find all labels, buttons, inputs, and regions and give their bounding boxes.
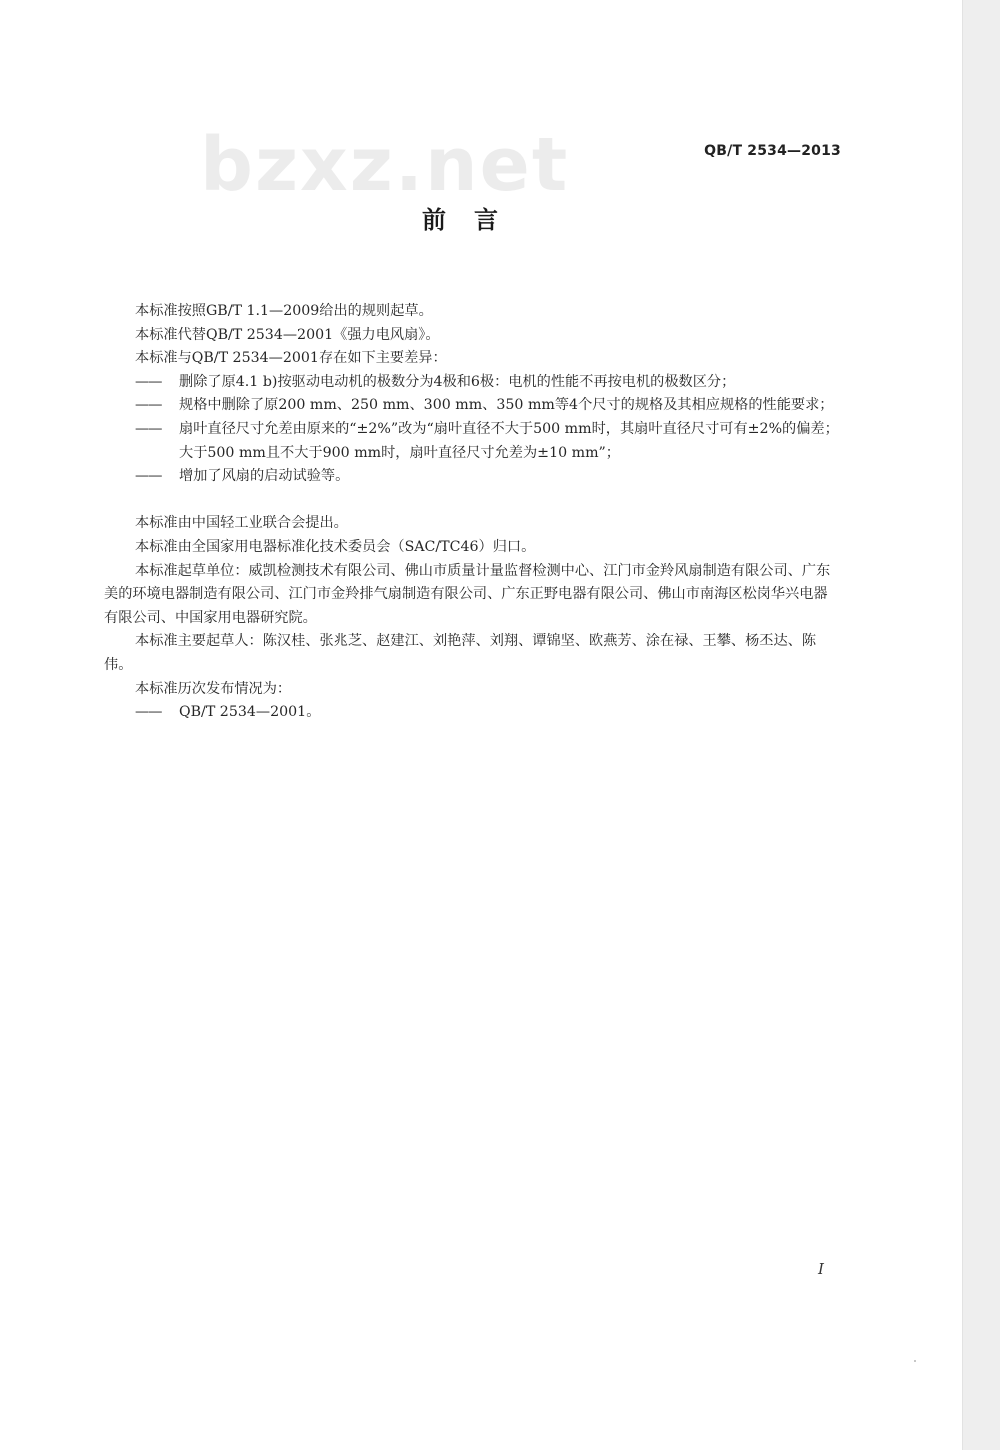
paragraph-differences-intro: 本标准与QB/T 2534—2001存在如下主要差异： bbox=[135, 350, 447, 367]
foreword-body bbox=[104, 300, 841, 725]
paragraph-centralized-by: 本标准由全国家用电器标准化技术委员会（SAC/TC46）归口。 bbox=[135, 538, 536, 555]
page-title: 前言 bbox=[422, 205, 526, 234]
document-code: QB/T 2534—2013 bbox=[704, 143, 841, 159]
list-item bbox=[104, 394, 841, 418]
paragraph-replaces: 本标准代替QB/T 2534—2001《强力电风扇》。 bbox=[135, 326, 440, 343]
paragraph-spacer bbox=[104, 489, 841, 513]
list-item bbox=[104, 371, 841, 395]
page-number: I bbox=[818, 1260, 824, 1278]
list-item bbox=[104, 701, 841, 725]
scan-speck bbox=[914, 1360, 916, 1362]
list-item-text: QB/T 2534—2001。 bbox=[179, 704, 321, 721]
viewer-side-rail bbox=[962, 0, 1000, 1450]
list-item bbox=[104, 465, 841, 489]
dash-marker: —— bbox=[135, 397, 162, 414]
paragraph-drafters: 本标准主要起草人：陈汉桂、张兆芝、赵建江、刘艳萍、刘翔、谭锦坚、欧燕芳、涂在禄、王攀、杨丕达、陈伟。 bbox=[104, 633, 817, 673]
paragraph-history-intro: 本标准历次发布情况为： bbox=[135, 680, 292, 697]
paragraph-proposed-by: 本标准由中国轻工业联合会提出。 bbox=[135, 515, 348, 532]
list-item bbox=[104, 418, 841, 465]
list-item-text: 删除了原4.1 b)按驱动电动机的极数分为4极和6极：电机的性能不再按电机的极数区分； bbox=[179, 373, 736, 390]
list-item-text: 增加了风扇的启动试验等。 bbox=[179, 468, 350, 485]
paragraph-drafting-units: 本标准起草单位：威凯检测技术有限公司、佛山市质量计量监督检测中心、江门市金羚风扇制造有限公司、广东美的环境电器制造有限公司、江门市金羚排气扇制造有限公司、广东正野电器有限公司、佛山市南海区松岗华兴电器有限公司、中国家用电器研究院。 bbox=[104, 562, 831, 626]
dash-marker: —— bbox=[135, 373, 162, 390]
dash-marker: —— bbox=[135, 468, 162, 485]
dash-marker: —— bbox=[135, 704, 162, 721]
list-item-text: 规格中删除了原200 mm、250 mm、300 mm、350 mm等4个尺寸的规格及其相应规格的性能要求； bbox=[179, 397, 834, 414]
paragraph-drafting-rules: 本标准按照GB/T 1.1—2009给出的规则起草。 bbox=[135, 303, 433, 319]
watermark: bzxz.net bbox=[200, 122, 570, 208]
list-item-text: 扇叶直径尺寸允差由原来的“±2%”改为“扇叶直径不大于500 mm时，其扇叶直径尺寸可有±2%的偏差；大于500 mm且不大于900 mm时，扇叶直径尺寸允差为±10 mm”； bbox=[179, 420, 839, 461]
dash-marker: —— bbox=[135, 420, 162, 437]
